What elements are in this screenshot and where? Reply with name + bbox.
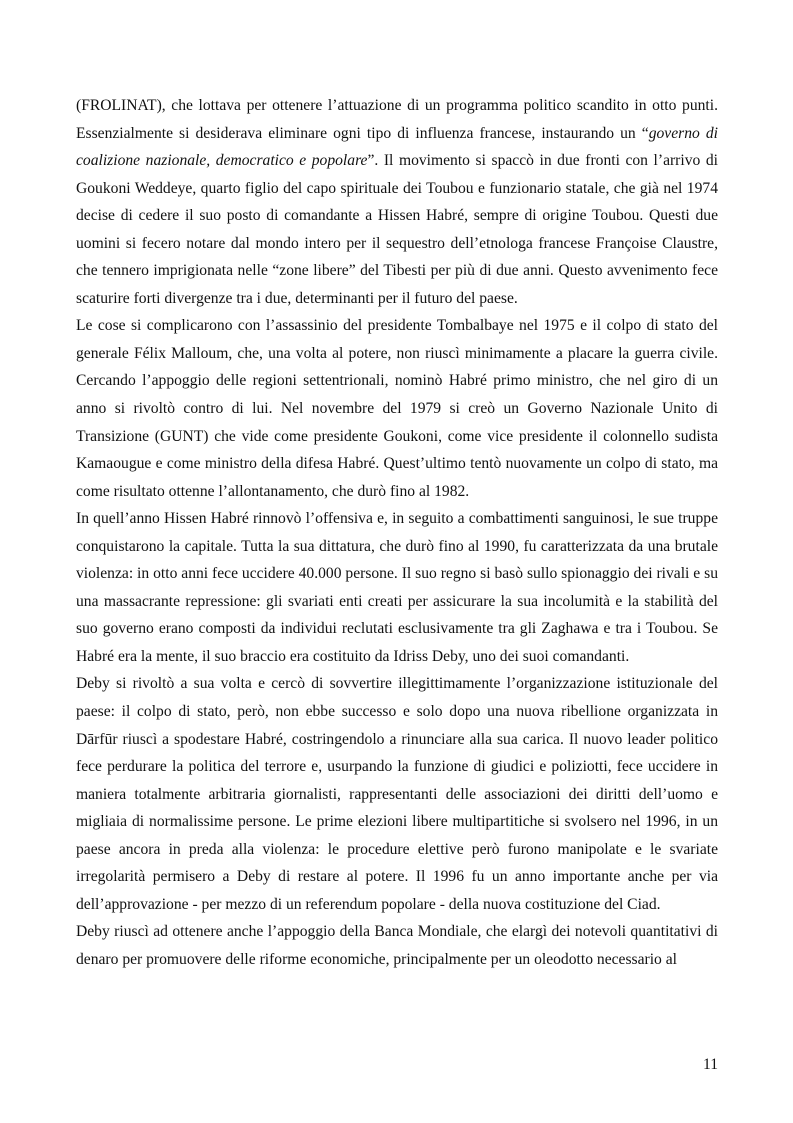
page-number: 11 <box>702 1056 718 1073</box>
paragraph-deby-rise: Deby si rivoltò a sua volta e cercò di sovvertire illegittimamente l’organizzazione istituzionale del paese: il colpo di stato, però, non ebbe successo e solo dopo una nuova ribellione organizzata in Dārfūr riuscì a spodestare Habré, costringendolo a rinunciare alla sua carica. Il nuovo leader politico fece perdurare la politica del terrore e, usurpando la funzione di giudici e poliziotti, fece uccidere in maniera totalmente arbitraria giornalisti, rappresentanti delle associazioni dei diritti dell’uomo e migliaia di normalissime persone. Le prime elezioni libere multipartitiche si svolsero nel 1996, in un paese ancora in preda alla violenza: le procedure elettive però furono manipolate e le svariate irregolarità permisero a Deby di restare al potere. Il 1996 fu un anno importante anche per via dell’approvazione - per mezzo di un referendum popolare - della nuova costituzione del Ciad. <box>76 675 718 913</box>
paragraph-malloum: Le cose si complicarono con l’assassinio del presidente Tombalbaye nel 1975 e il colpo di stato del generale Félix Malloum, che, una volta al potere, non riuscì minimamente a placare la guerra civile. Cercando l’appoggio delle regioni settentrionali, nominò Habré primo ministro, che nel giro di un anno si rivoltò contro di lui. Nel novembre del 1979 si creò un Governo Nazionale Unito di Transizione (GUNT) che vide come presidente Goukoni, come vice presidente il colonnello sudista Kamaougue e come ministro della difesa Habré. Quest’ultimo tentò nuovamente un colpo di stato, ma come risultato ottenne l’allontanamento, che durò fino al 1982. <box>76 317 718 500</box>
italic-quote-governo: governo di coalizione nazionale, democratico e popolare <box>76 124 718 170</box>
paragraph-habre-dictatorship: In quell’anno Hissen Habré rinnovò l’offensiva e, in seguito a combattimenti sanguinosi, le sue truppe conquistarono la capitale. Tutta la sua dittatura, che durò fino al 1990, fu caratterizzata da una brutale violenza: in otto anni fece uccidere 40.000 persone. Il suo regno si basò sullo spionaggio dei rivali e su una massacrante repressione: gli svariati enti creati per assicurare la sua incolumità e la stabilità del suo governo erano composti da individui reclutati esclusivamente tra gli Zaghawa e tra i Toubou. Se Habré era la mente, il suo braccio era costituito da Idriss Deby, uno dei suoi comandanti. <box>76 510 718 665</box>
paragraph-frolinat <box>76 92 718 312</box>
paragraph-world-bank: Deby riuscì ad ottenere anche l’appoggio della Banca Mondiale, che elargì dei notevoli quantitativi di denaro per promuovere delle riforme economiche, principalmente per un oleodotto necessario al <box>76 923 718 968</box>
paragraph-frolinat-text-end: ”. Il movimento si spaccò in due fronti con l’arrivo di Goukoni Weddeye, quarto figlio del capo spirituale dei Toubou e funzionario statale, che già nel 1974 decise di cedere il suo posto di comandante a Hissen Habré, sempre di origine Toubou. Questi due uomini si fecero notare dal mondo intero per il sequestro dell’etnologa francese Françoise Claustre, che tennero imprigionata nelle “zone libere” del Tibesti per più di due anni. Questo avvenimento fece scaturire forti divergenze tra i due, determinanti per il futuro del paese. <box>76 152 718 307</box>
document-body <box>76 92 718 974</box>
paragraph-frolinat-text-start: (FROLINAT), che lottava per ottenere l’attuazione di un programma politico scandito in otto punti. Essenzialmente si desiderava eliminare ogni tipo di influenza francese, instaurando un “ <box>76 97 718 142</box>
